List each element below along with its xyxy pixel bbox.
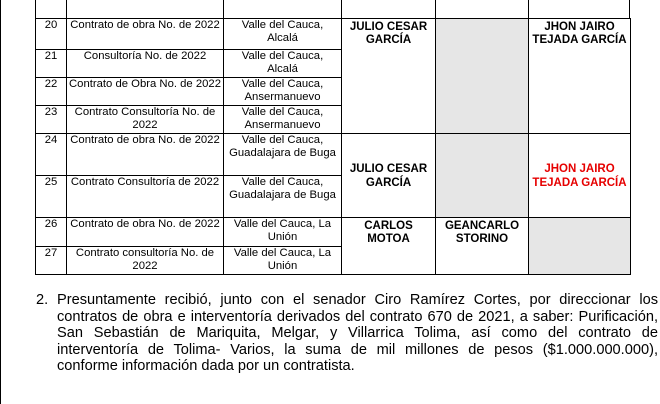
- row-number: 21: [36, 50, 67, 78]
- location-cell: Valle del Cauca, La Unión: [224, 247, 342, 275]
- contract-cell: Contrato consultoría No. de 2022: [67, 247, 224, 275]
- row-number: 22: [36, 78, 67, 106]
- table-row: [36, 134, 631, 176]
- paragraph-text: Presuntamente recibió, junto con el senador Ciro Ramírez Cortes, por direccionar los contratos de obra e interventoría derivados del contrato 670 de 2021, a saber: Purificación, San Sebastián de Mariquita, Melgar, y Villarrica Tolima, así como del contrato de interventoría de Tolima- Varios, la suma de mil millones de pesos ($1.000.000.000), conforme información dada por un contratista.: [57, 292, 658, 375]
- empty-cell: [436, 134, 529, 218]
- location-cell: Valle del Cauca, La Unión: [224, 218, 342, 247]
- row-number: 24: [36, 134, 67, 176]
- contract-cell: Contrato de obra No. de 2022: [67, 19, 224, 50]
- responsible-name-cell: CARLOS MOTOA: [342, 218, 436, 275]
- page-margin-rule: [0, 0, 1, 404]
- location-cell: Valle del Cauca, Alcalá: [224, 50, 342, 78]
- contract-cell: Contrato Consultoría No. de 2022: [67, 106, 224, 134]
- contract-cell: Contrato de obra No. de 2022: [67, 218, 224, 247]
- responsible-name-cell: JULIO CESAR GARCÍA: [342, 134, 436, 218]
- row-number: 27: [36, 247, 67, 275]
- empty-cell: [529, 218, 631, 275]
- row-number: 23: [36, 106, 67, 134]
- numbered-paragraph: [36, 292, 658, 375]
- responsible-name-cell: JHON JAIRO TEJADA GARCÍA: [529, 19, 631, 134]
- list-marker: 2.: [36, 292, 49, 308]
- contract-cell: Consultoría No. de 2022: [67, 50, 224, 78]
- location-cell: Valle del Cauca, Ansermanuevo: [224, 106, 342, 134]
- row-number: 25: [36, 176, 67, 218]
- contract-cell: Contrato de obra No. de 2022: [67, 134, 224, 176]
- table-top-continuation: [35, 0, 630, 18]
- table-row: [36, 19, 631, 50]
- location-cell: Valle del Cauca, Ansermanuevo: [224, 78, 342, 106]
- contract-cell: Contrato Consultoría de 2022: [67, 176, 224, 218]
- location-cell: Valle del Cauca, Guadalajara de Buga: [224, 134, 342, 176]
- empty-cell: [436, 19, 529, 134]
- location-cell: Valle del Cauca, Alcalá: [224, 19, 342, 50]
- contracts-table: [35, 18, 631, 275]
- table-row: [36, 218, 631, 247]
- responsible-name-cell: JULIO CESAR GARCÍA: [342, 19, 436, 134]
- location-cell: Valle del Cauca, Guadalajara de Buga: [224, 176, 342, 218]
- responsible-name-cell-highlighted: JHON JAIRO TEJADA GARCÍA: [529, 134, 631, 218]
- responsible-name-cell: GEANCARLO STORINO: [436, 218, 529, 275]
- row-number: 26: [36, 218, 67, 247]
- contract-cell: Contrato de Obra No. de 2022: [67, 78, 224, 106]
- row-number: 20: [36, 19, 67, 50]
